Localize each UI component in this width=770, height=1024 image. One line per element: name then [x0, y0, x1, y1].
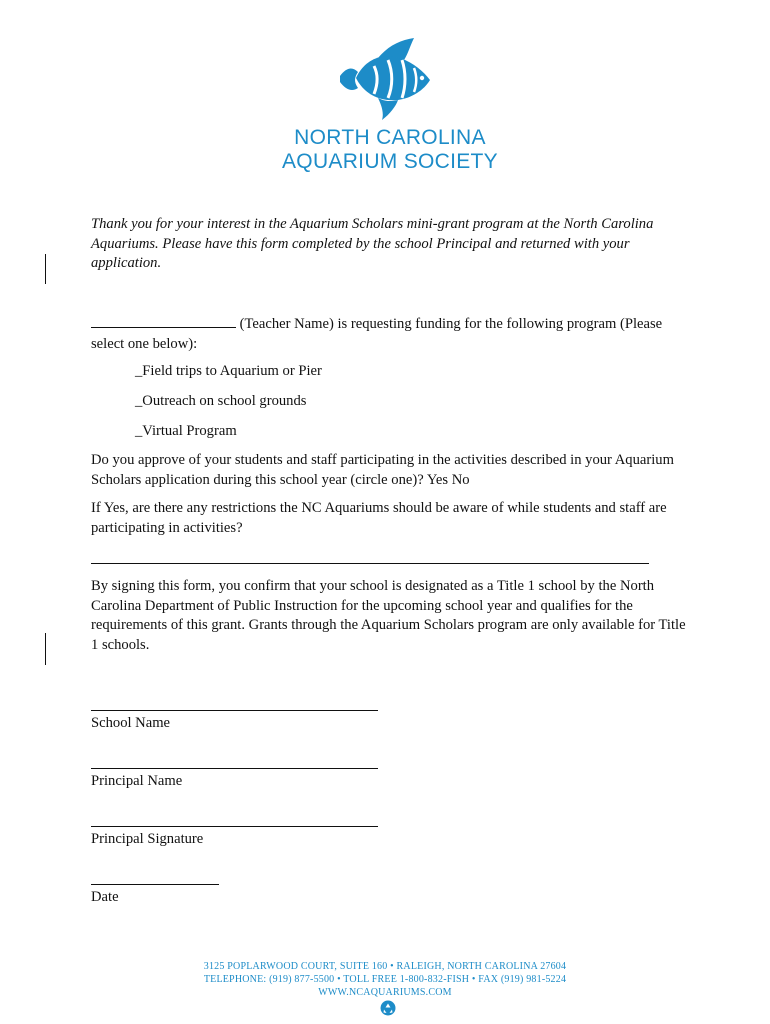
school-name-label: School Name [91, 715, 171, 731]
footer-phone: TELEPHONE: (919) 877-5500 • TOLL FREE 1-800-832-FISH • FAX (919) 981-5224 [203, 974, 567, 985]
revision-bar [45, 633, 46, 665]
program-option-outreach[interactable]: _Outreach on school grounds [135, 393, 307, 409]
organization-logo-text [262, 126, 518, 174]
program-option-virtual[interactable]: _Virtual Program [135, 423, 237, 439]
recycle-icon [380, 1000, 396, 1016]
logo-line-2: AQUARIUM SOCIETY [282, 150, 498, 173]
date-line[interactable] [91, 884, 219, 885]
restrictions-answer-line[interactable] [91, 563, 649, 564]
intro-paragraph: Thank you for your interest in the Aquarium Scholars mini-grant program at the North Carolina Aquariums. Please have this form completed by the school Principal and returned with your application. [91, 216, 654, 271]
title1-statement: By signing this form, you confirm that your school is designated as a Title 1 school by the North Carolina Department of Public Instruction for the upcoming school year and qualifies for the requirements of this grant. Grants through the Aquarium Scholars program are only available for Title 1 schools. [91, 578, 686, 653]
principal-signature-label: Principal Signature [91, 831, 204, 847]
logo-line-1: NORTH CAROLINA [294, 126, 486, 149]
restrictions-question: If Yes, are there any restrictions the NC Aquariums should be aware of while students and staff are participating in activities? [91, 500, 667, 536]
footer-contact [185, 960, 585, 999]
date-label: Date [91, 889, 119, 905]
program-option-field-trips[interactable]: _Field trips to Aquarium or Pier [135, 363, 322, 379]
revision-bar [45, 254, 46, 284]
principal-name-line[interactable] [91, 768, 378, 769]
footer-address: 3125 POPLARWOOD COURT, SUITE 160 • RALEIGH, NORTH CAROLINA 27604 [203, 961, 567, 972]
teacher-request-text: (Teacher Name) is requesting funding for the following program (Please select one below): [91, 316, 663, 352]
school-name-line[interactable] [91, 710, 378, 711]
approval-question: Do you approve of your students and staff participating in the activities described in your Aquarium Scholars application during this school year (circle one)? Yes No [91, 452, 674, 488]
angelfish-logo-icon [338, 38, 442, 120]
principal-signature-line[interactable] [91, 826, 378, 827]
footer-website[interactable]: WWW.NCAQUARIUMS.COM [318, 987, 452, 998]
teacher-request-paragraph [91, 313, 691, 354]
principal-name-label: Principal Name [91, 773, 183, 789]
teacher-name-blank[interactable] [91, 313, 236, 328]
